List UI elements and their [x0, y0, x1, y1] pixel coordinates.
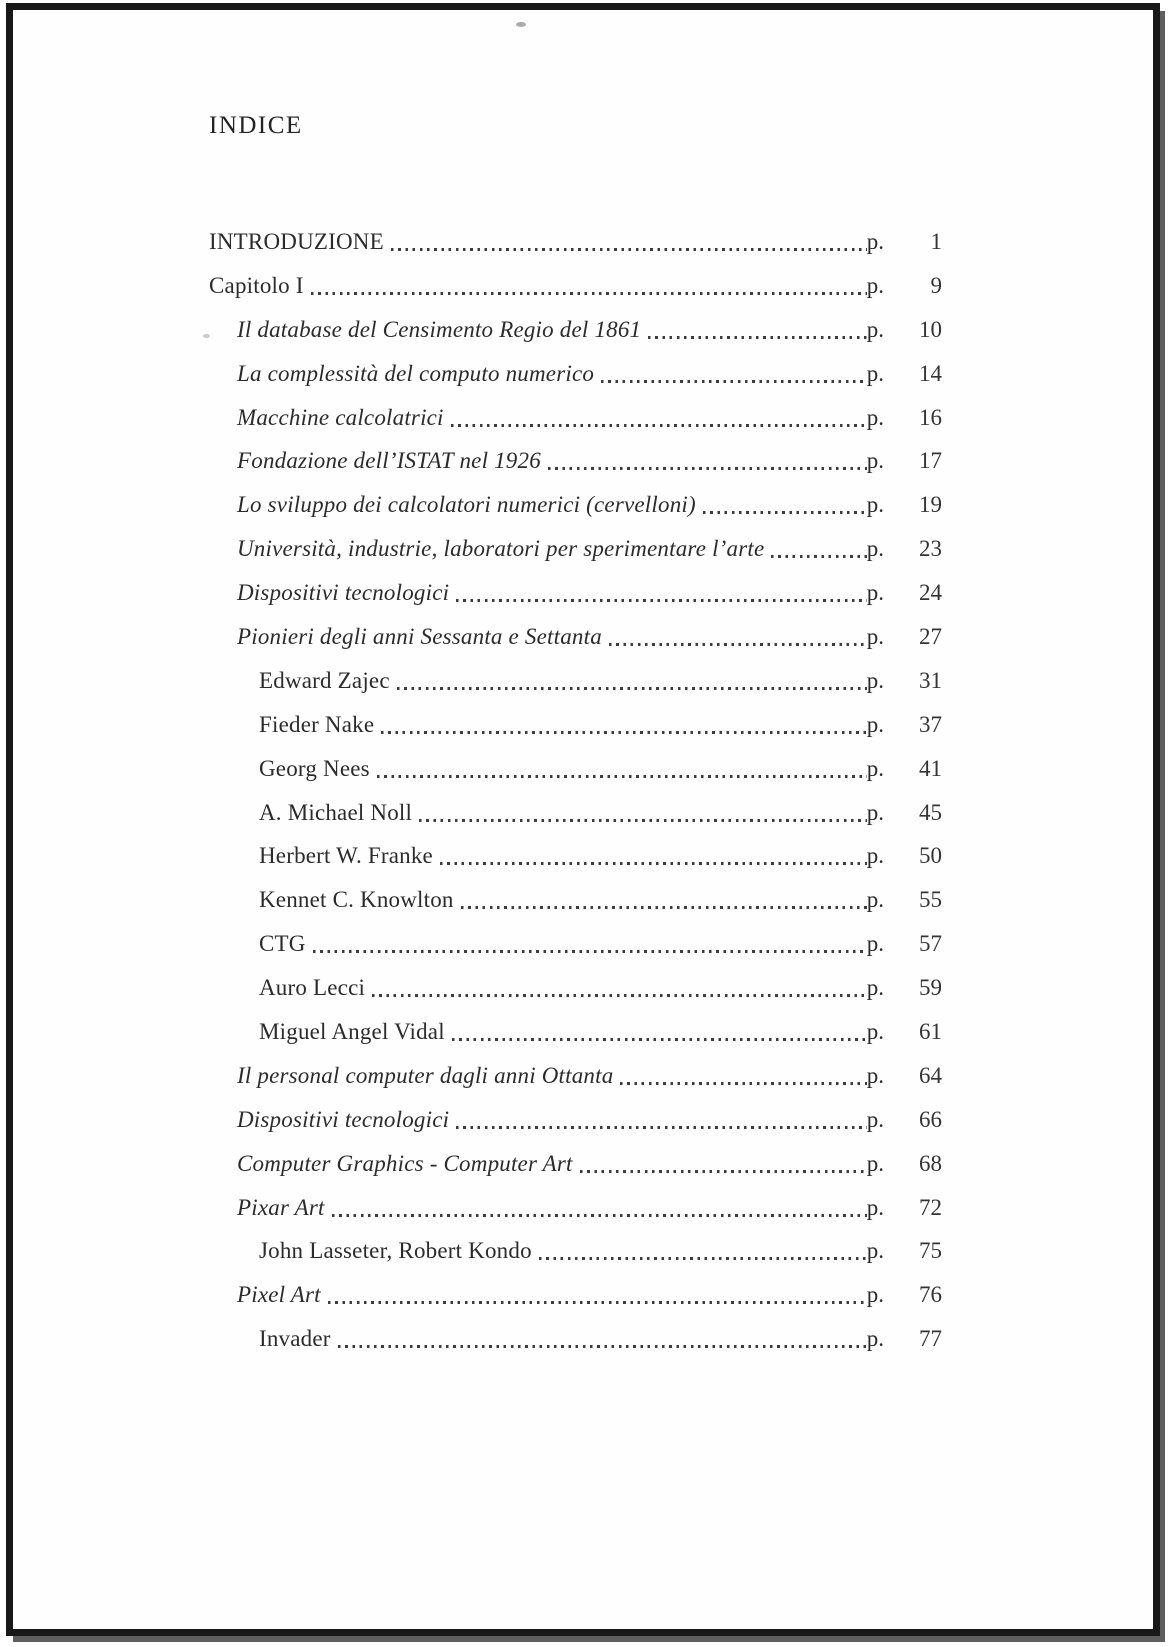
page-label: p. [866, 580, 884, 606]
dot-leader [397, 687, 867, 690]
dot-leader [456, 1126, 867, 1129]
page-number: 66 [919, 1106, 942, 1132]
page-number: 76 [919, 1282, 942, 1308]
toc-entry-title: Pionieri degli anni Sessanta e Settanta [237, 623, 602, 649]
toc-entry [209, 834, 942, 878]
dot-leader [419, 819, 867, 822]
page-label: p. [866, 1106, 884, 1132]
toc-entry-title: Georg Nees [259, 755, 370, 781]
page-number: 61 [919, 1018, 942, 1044]
toc-entry [209, 791, 942, 835]
page-number: 14 [919, 360, 942, 386]
dot-leader [440, 862, 867, 865]
toc-entry [209, 439, 942, 483]
page-number: 23 [919, 536, 942, 562]
dot-leader [313, 950, 867, 953]
page-number: 68 [919, 1150, 942, 1176]
toc-entry-title: Lo sviluppo dei calcolatori numerici (cervelloni) [237, 492, 696, 518]
dot-leader [328, 1301, 867, 1304]
toc-entry [209, 571, 942, 615]
toc-entry-title: Capitolo I [209, 272, 304, 298]
page-label: p. [866, 623, 884, 649]
page-title: INDICE [209, 112, 303, 139]
dot-leader [381, 731, 867, 734]
dot-leader [771, 555, 866, 558]
page-number: 19 [919, 492, 942, 518]
page-number: 10 [919, 316, 942, 342]
toc-entry-title: Fondazione dell’ISTAT nel 1926 [237, 448, 541, 474]
toc-entry [209, 308, 942, 352]
dot-leader [461, 906, 867, 909]
toc-entry-title: INTRODUZIONE [209, 228, 384, 254]
toc-entry [209, 966, 942, 1010]
page-label: p. [866, 404, 884, 430]
toc-entry-title: Il database del Censimento Regio del 1861 [237, 316, 642, 342]
page-label: p. [866, 1062, 884, 1088]
page-number: 16 [919, 404, 942, 430]
toc-entry [209, 1142, 942, 1186]
page-number: 45 [919, 799, 942, 825]
page-label: p. [866, 492, 884, 518]
page-label: p. [866, 931, 884, 957]
dot-leader [391, 248, 867, 251]
page-label: p. [866, 711, 884, 737]
page-number: 77 [919, 1326, 942, 1352]
toc-entry [209, 220, 942, 264]
page-label: p. [866, 755, 884, 781]
page-number: 41 [919, 755, 942, 781]
dot-leader [548, 467, 867, 470]
toc-entry-title: Kennet C. Knowlton [259, 887, 454, 913]
page-label: p. [866, 1326, 884, 1352]
toc-entry [209, 352, 942, 396]
page-label: p. [866, 975, 884, 1001]
toc-entry-title: Pixel Art [237, 1282, 321, 1308]
toc-entry [209, 1273, 942, 1317]
page-label: p. [866, 1282, 884, 1308]
page-label: p. [866, 1150, 884, 1176]
toc-entry-title: Dispositivi tecnologici [237, 1106, 450, 1132]
toc-entry [209, 1098, 942, 1142]
dot-leader [451, 424, 867, 427]
toc-entry-title: John Lasseter, Robert Kondo [259, 1238, 532, 1264]
page-label: p. [866, 667, 884, 693]
toc-entry [209, 264, 942, 308]
toc-entry-title: Il personal computer dagli anni Ottanta [237, 1062, 614, 1088]
toc-entry-title: Macchine calcolatrici [237, 404, 444, 430]
toc-entry-title: Dispositivi tecnologici [237, 580, 450, 606]
dot-leader [620, 1082, 866, 1085]
dot-leader [648, 336, 867, 339]
dot-leader [332, 1214, 867, 1217]
page-number: 57 [919, 931, 942, 957]
toc-entry-title: Pixar Art [237, 1194, 325, 1220]
page-number: 55 [919, 887, 942, 913]
toc-entry-title: Herbert W. Franke [259, 843, 433, 869]
page-number: 37 [919, 711, 942, 737]
toc-entry-title: Auro Lecci [259, 975, 366, 1001]
toc-entry-title: Fieder Nake [259, 711, 375, 737]
dot-leader [311, 292, 867, 295]
page-label: p. [866, 536, 884, 562]
page-label: p. [866, 1194, 884, 1220]
dot-leader [452, 1038, 867, 1041]
page-label: p. [866, 272, 884, 298]
dot-leader [456, 599, 867, 602]
dot-leader [539, 1257, 867, 1260]
toc-entry [209, 659, 942, 703]
dot-leader [372, 994, 867, 997]
page-number: 27 [919, 623, 942, 649]
toc-entry [209, 878, 942, 922]
scan-smudge-artifact [516, 22, 526, 27]
page-label: p. [866, 448, 884, 474]
page-label: p. [866, 228, 884, 254]
page-number: 31 [919, 667, 942, 693]
toc-entry [209, 396, 942, 440]
toc-entry [209, 1054, 942, 1098]
toc-entry [209, 703, 942, 747]
toc-entry-title: Università, industrie, laboratori per sperimentare l’arte [237, 536, 765, 562]
dot-leader [601, 380, 867, 383]
dot-leader [580, 1170, 867, 1173]
page-label: p. [866, 799, 884, 825]
page-label: p. [866, 360, 884, 386]
page-label: p. [866, 316, 884, 342]
page-number: 72 [919, 1194, 942, 1220]
toc-entry-title: CTG [259, 931, 306, 957]
dot-leader [609, 643, 867, 646]
toc-entry [209, 615, 942, 659]
page-label: p. [866, 1238, 884, 1264]
toc-entry [209, 922, 942, 966]
toc-entry-title: Miguel Angel Vidal [259, 1018, 445, 1044]
toc-entry-title: A. Michael Noll [259, 799, 413, 825]
page-number: 64 [919, 1062, 942, 1088]
dot-leader [338, 1345, 867, 1348]
page-number: 1 [930, 228, 942, 254]
page-number: 50 [919, 843, 942, 869]
toc-entry-title: Edward Zajec [259, 667, 390, 693]
page-number: 9 [930, 272, 942, 298]
toc-entry-title: Invader [259, 1326, 331, 1352]
page-number: 24 [919, 580, 942, 606]
toc-entry [209, 1317, 942, 1361]
toc-entry [209, 483, 942, 527]
page-number: 17 [919, 448, 942, 474]
page-label: p. [866, 843, 884, 869]
toc-entry [209, 1186, 942, 1230]
page-number: 75 [919, 1238, 942, 1264]
toc-entry-title: Computer Graphics - Computer Art [237, 1150, 573, 1176]
dot-leader [703, 511, 867, 514]
page-label: p. [866, 1018, 884, 1044]
toc-entry [209, 527, 942, 571]
dot-leader [377, 775, 867, 778]
toc-entry [209, 747, 942, 791]
page-label: p. [866, 887, 884, 913]
toc-entry [209, 1010, 942, 1054]
page-number: 59 [919, 975, 942, 1001]
toc-entry-title: La complessità del computo numerico [237, 360, 595, 386]
toc-entry [209, 1229, 942, 1273]
table-of-contents [209, 220, 942, 1361]
